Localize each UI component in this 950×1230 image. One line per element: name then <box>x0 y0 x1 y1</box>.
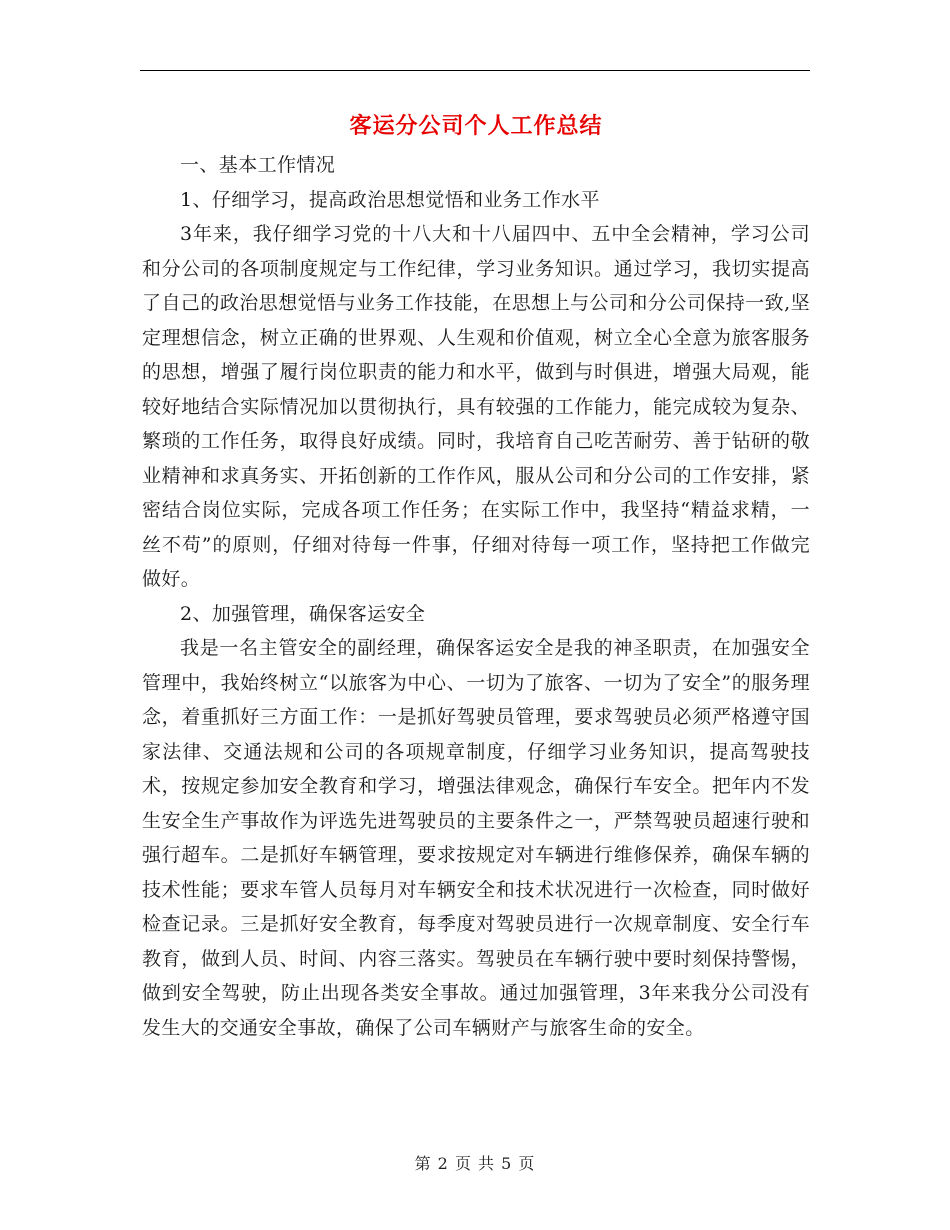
paragraph-study: 3年来，我仔细学习党的十八大和十八届四中、五中全会精神，学习公司和分公司的各项制度规定与工作纪律，学习业务知识。通过学习，我切实提高了自己的政治思想觉悟与业务工作技能，在思想上与公司和分公司保持一致,坚定理想信念，树立正确的世界观、人生观和价值观，树立全心全意为旅客服务的思想，增强了履行岗位职责的能力和水平，做到与时俱进，增强大局观，能较好地结合实际情况加以贯彻执行，具有较强的工作能力，能完成较为复杂、繁琐的工作任务，取得良好成绩。同时，我培育自己吃苦耐劳、善于钻研的敬业精神和求真务实、开拓创新的工作作风，服从公司和分公司的工作安排，紧密结合岗位实际，完成各项工作任务；在实际工作中，我坚持“精益求精，一丝不苟”的原则，仔细对待每一件事，仔细对待每一项工作，坚持把工作做完做好。 <box>142 223 810 590</box>
section-heading-basic: 一、基本工作情况 <box>180 154 336 176</box>
subsection-heading-study: 1、仔细学习，提高政治思想觉悟和业务工作水平 <box>180 188 600 211</box>
header-rule <box>140 70 810 71</box>
subsection-heading-safety: 2、加强管理，确保客运安全 <box>180 602 426 625</box>
document-body <box>142 106 810 1045</box>
document-title: 客运分公司个人工作总结 <box>349 113 603 139</box>
paragraph-safety: 我是一名主管安全的副经理，确保客运安全是我的神圣职责，在加强安全管理中，我始终树立“以旅客为中心、一切为了旅客、一切为了安全”的服务理念，着重抓好三方面工作：一是抓好驾驶员管理，要求驾驶员必须严格遵守国家法律、交通法规和公司的各项规章制度，仔细学习业务知识，提高驾驶技术，按规定参加安全教育和学习，增强法律观念，确保行车安全。把年内不发生安全生产事故作为评选先进驾驶员的主要条件之一，严禁驾驶员超速行驶和强行超车。二是抓好车辆管理，要求按规定对车辆进行维修保养，确保车辆的技术性能；要求车管人员每月对车辆安全和技术状况进行一次检查，同时做好检查记录。三是抓好安全教育，每季度对驾驶员进行一次规章制度、安全行车教育，做到人员、时间、内容三落实。驾驶员在车辆行驶中要时刻保持警惕，做到安全驾驶，防止出现各类安全事故。通过加强管理，3年来我分公司没有发生大的交通安全事故，确保了公司车辆财产与旅客生命的安全。 <box>142 637 810 1039</box>
page-number: 第 2 页 共 5 页 <box>414 1154 536 1173</box>
